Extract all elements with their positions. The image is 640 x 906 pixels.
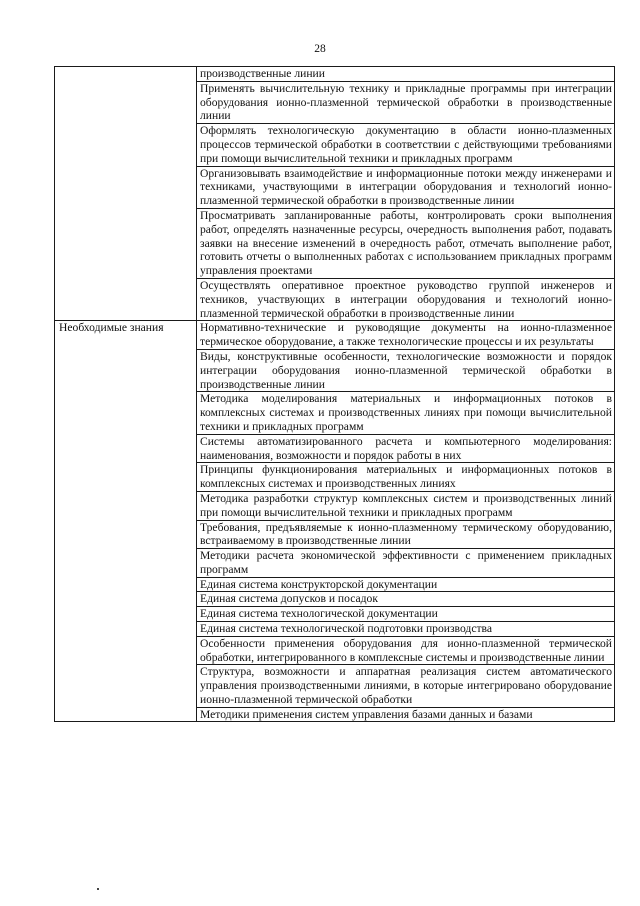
competency-table [54,66,615,722]
knowledge-item-cutoff [197,707,615,721]
skills-label-cell [55,67,197,321]
skill-item: Оформлять технологическую документацию в области ионно-плазменных процессов термической обработки в соответствии с действующими требованиями при помощи вычислительной техники и прикладных программ [197,124,615,166]
knowledge-label: Необходимые знания [55,321,197,722]
knowledge-item: Единая система конструкторской документации [197,577,615,592]
skill-item: производственные линии [197,67,615,82]
knowledge-item: Единая система технологической подготовки производства [197,622,615,637]
knowledge-item: Нормативно-технические и руководящие документы на ионно-плазменное термическое оборудование, а также технологические процессы и их результаты [197,321,615,350]
skill-item: Осуществлять оперативное проектное руководство группой инженеров и техников, участвующих в интеграции оборудования и технологий ионно-плазменной термической обработки в производственные линии [197,278,615,320]
knowledge-item: Виды, конструктивные особенности, технологические возможности и порядок интеграции оборудования ионно-плазменной термической обработки в производственные линии [197,349,615,391]
knowledge-item: Системы автоматизированного расчета и компьютерного моделирования: наименования, возможности и порядок работы в них [197,434,615,463]
knowledge-item: Единая система допусков и посадок [197,592,615,607]
knowledge-item: Особенности применения оборудования для ионно-плазменной термической обработки, интегрированного в комплексные системы и производственные линии [197,636,615,665]
knowledge-item: Принципы функционирования материальных и информационных потоков в комплексных системах и производственных линиях [197,463,615,492]
knowledge-item: Требования, предъявляемые к ионно-плазменному термическому оборудованию, встраиваемому в производственные линии [197,520,615,549]
page-number: 28 [314,43,326,55]
table-row [55,321,615,350]
skill-item: Организовывать взаимодействие и информационные потоки между инженерами и техниками, участвующими в интеграции оборудования и технологий ионно-плазменной термической обработки в производственные линии [197,166,615,208]
knowledge-item: Методики расчета экономической эффективности с применением прикладных программ [197,549,615,578]
skill-item: Просматривать запланированные работы, контролировать сроки выполнения работ, определять назначенные ресурсы, очередность выполнения работ, подавать заявки на внесение изменений в очередность работ, отмечать выполнение работ, готовить отчеты о выполненных работах с использованием прикладных программ управления проектами [197,208,615,278]
scan-mark [97,888,99,890]
cutoff-text: Методики применения систем управления базами данных и базами [200,707,533,721]
knowledge-item: Методика моделирования материальных и информационных потоков в комплексных системах и производственных линиях при помощи вычислительной техники и прикладных программ [197,392,615,434]
knowledge-item: Единая система технологической документации [197,607,615,622]
table-row [55,67,615,82]
knowledge-item: Методика разработки структур комплексных систем и производственных линий при помощи вычислительной техники и прикладных программ [197,491,615,520]
knowledge-item: Структура, возможности и аппаратная реализация систем автоматического управления производственными линиями, в которые интегрировано оборудование ионно-плазменной термической обработки [197,665,615,707]
skill-item: Применять вычислительную технику и прикладные программы при интеграции оборудования ионно-плазменной термической обработки в производственные линии [197,81,615,123]
